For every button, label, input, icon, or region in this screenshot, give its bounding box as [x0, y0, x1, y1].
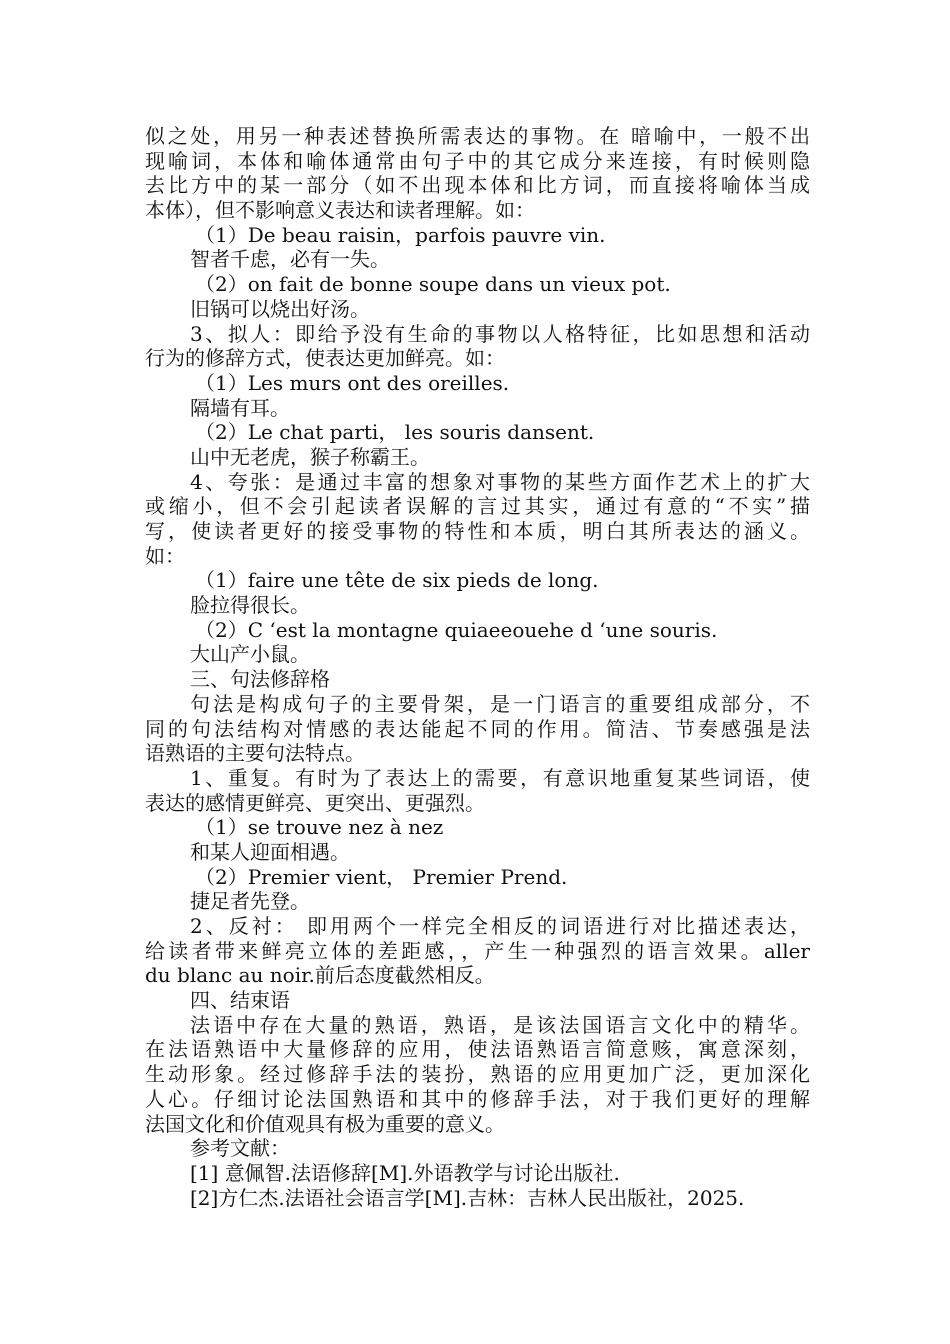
- text-line: 如：: [145, 543, 185, 568]
- translation-line: 脸拉得很长。: [190, 593, 310, 618]
- reference-item: [1] 意佩智.法语修辞[M].外语教学与讨论出版社.: [190, 1160, 620, 1185]
- text-line: 表达的感情更鲜亮、更突出、更强烈。: [145, 790, 485, 815]
- text-line: 写，使读者更好的接受事物的特性和本质，明白其所表达的涵义。: [145, 519, 810, 543]
- example-line: （2）Le chat parti， les souris dansent.: [195, 420, 595, 445]
- text-line: du blanc au noir.前后态度截然相反。: [145, 963, 495, 988]
- text-line: 3、拟人：即给予没有生命的事物以人格特征，比如思想和活动: [190, 321, 810, 346]
- example-line: （1）Les murs ont des oreilles.: [195, 370, 510, 395]
- text-line: 现喻词，本体和喻体通常由句子中的其它成分来连接，有时候则隐: [145, 148, 810, 173]
- translation-line: 捷足者先登。: [190, 889, 310, 914]
- text-line: 法国文化和价值观具有极为重要的意义。: [145, 1111, 505, 1136]
- reference-item: [2]方仁杰.法语社会语言学[M].吉林：吉林人民出版社，2025.: [190, 1185, 745, 1210]
- translation-line: 大山产小鼠。: [190, 642, 310, 667]
- text-line: 2、反衬： 即用两个一样完全相反的词语进行对比描述表达，: [190, 914, 810, 938]
- translation-line: 山中无老虎，猴子称霸王。: [190, 444, 430, 469]
- example-line: （1）De beau raisin，parfois pauvre vin.: [195, 222, 606, 247]
- text-line: 似之处，用另一种表述替换所需表达的事物。在 暗喻中，一般不出: [145, 124, 810, 148]
- section-heading: 四、结束语: [190, 988, 290, 1013]
- text-line: 4、夸张：是通过丰富的想象对事物的某些方面作艺术上的扩大: [190, 469, 810, 494]
- example-line: （2）Premier vient， Premier Prend.: [195, 864, 568, 889]
- translation-line: 旧锅可以烧出好汤。: [190, 296, 370, 321]
- text-line: 法语中存在大量的熟语，熟语，是该法国语言文化中的精华。: [190, 1012, 810, 1037]
- text-line: 语熟语的主要句法特点。: [145, 741, 365, 766]
- references-heading: 参考文献：: [190, 1136, 290, 1161]
- text-line: 在法语熟语中大量修辞的应用，使法语熟语言简意赅，寓意深刻，: [145, 1037, 810, 1062]
- text-line: 生动形象。经过修辞手法的装扮，熟语的应用更加广泛，更加深化: [145, 1062, 810, 1087]
- translation-line: 隔墙有耳。: [190, 395, 290, 420]
- text-line: 给读者带来鲜亮立体的差距感，，产生一种强烈的语言效果。aller: [145, 938, 810, 963]
- text-line: 或缩小，但不会引起读者误解的言过其实，通过有意的“不实”描: [145, 494, 810, 519]
- section-heading: 三、句法修辞格: [190, 667, 330, 692]
- translation-line: 智者千虑，必有一失。: [190, 247, 390, 272]
- text-line: 行为的修辞方式，使表达更加鲜亮。如：: [145, 346, 505, 371]
- example-line: （2）C ‘est la montagne quiaeeouehe d ‘une souris.: [195, 617, 718, 642]
- translation-line: 和某人迎面相遇。: [190, 839, 350, 864]
- text-line: 人心。仔细讨论法国熟语和其中的修辞手法，对于我们更好的理解: [145, 1086, 810, 1111]
- document-body: [145, 124, 810, 1210]
- example-line: （1）se trouve nez à nez: [195, 815, 444, 840]
- text-line: 本体），但不影响意义表达和读者理解。如：: [145, 198, 535, 223]
- example-line: （2）on fait de bonne soupe dans un vieux pot.: [195, 272, 671, 297]
- text-line: 1、重复。有时为了表达上的需要，有意识地重复某些词语，使: [190, 765, 810, 790]
- text-line: 句法是构成句子的主要骨架，是一门语言的重要组成部分，不: [190, 691, 810, 716]
- example-line: （1）faire une tête de six pieds de long.: [195, 568, 599, 593]
- text-line: 同的句法结构对情感的表达能起不同的作用。简洁、节奏感强是法: [145, 716, 810, 741]
- text-line: 去比方中的某一部分（如不出现本体和比方词，而直接将喻体当成: [145, 173, 810, 198]
